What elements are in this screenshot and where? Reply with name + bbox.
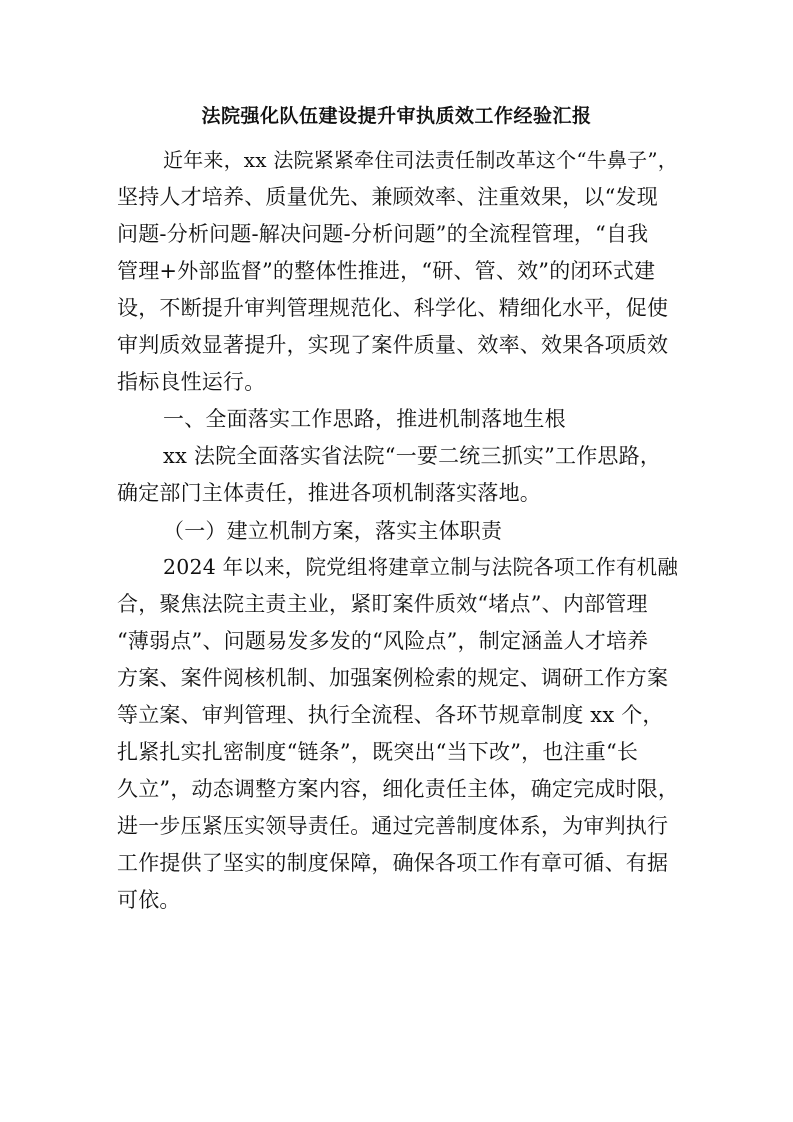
body-line: 指标良性运行。: [117, 370, 266, 394]
body-line: 审判质效显著提升，实现了案件质量、效率、效果各项质效: [117, 333, 669, 357]
body-line: 问题-分析问题-解决问题-分析问题”的全流程管理，“自我: [117, 222, 649, 246]
body-line: 坚持人才培养、质量优先、兼顾效率、注重效果，以“发现: [117, 185, 658, 209]
body-line: 进一步压紧压实领导责任。通过完善制度体系，为审判执行: [117, 814, 669, 838]
subsection-heading: （一）建立机制方案，落实主体职责: [163, 519, 503, 543]
body-line: 2024 年以来，院党组将建章立制与法院各项工作有机融: [163, 555, 679, 579]
body-line: 久立”，动态调整方案内容，细化责任主体，确定完成时限，: [117, 777, 680, 801]
body-line: 设，不断提升审判管理规范化、科学化、精细化水平，促使: [117, 296, 669, 320]
body-line: 工作提供了坚实的制度保障，确保各项工作有章可循、有据: [117, 851, 669, 875]
body-line: 等立案、审判管理、执行全流程、各环节规章制度 xx 个，: [117, 703, 664, 727]
body-line: 近年来，xx 法院紧紧牵住司法责任制改革这个“牛鼻子”，: [163, 148, 678, 172]
body-line: “薄弱点”、问题易发多发的“风险点”，制定涵盖人才培养: [117, 629, 649, 653]
document-title: 法院强化队伍建设提升审执质效工作经验汇报: [201, 105, 592, 127]
body-line: 管理+外部监督”的整体性推进，“研、管、效”的闭环式建: [117, 259, 656, 283]
body-line: 方案、案件阅核机制、加强案例检索的规定、调研工作方案: [117, 666, 669, 690]
body-line: 可依。: [117, 888, 181, 912]
body-line: xx 法院全面落实省法院“一要二统三抓实”工作思路，: [163, 444, 662, 468]
body-line: 合，聚焦法院主责主业，紧盯案件质效“堵点”、内部管理: [117, 592, 648, 616]
section-heading: 一、全面落实工作思路，推进机制落地生根: [163, 407, 566, 431]
body-line: 扎紧扎实扎密制度“链条”，既突出“当下改”，也注重“长: [117, 740, 639, 764]
body-line: 确定部门主体责任，推进各项机制落实落地。: [117, 481, 541, 505]
